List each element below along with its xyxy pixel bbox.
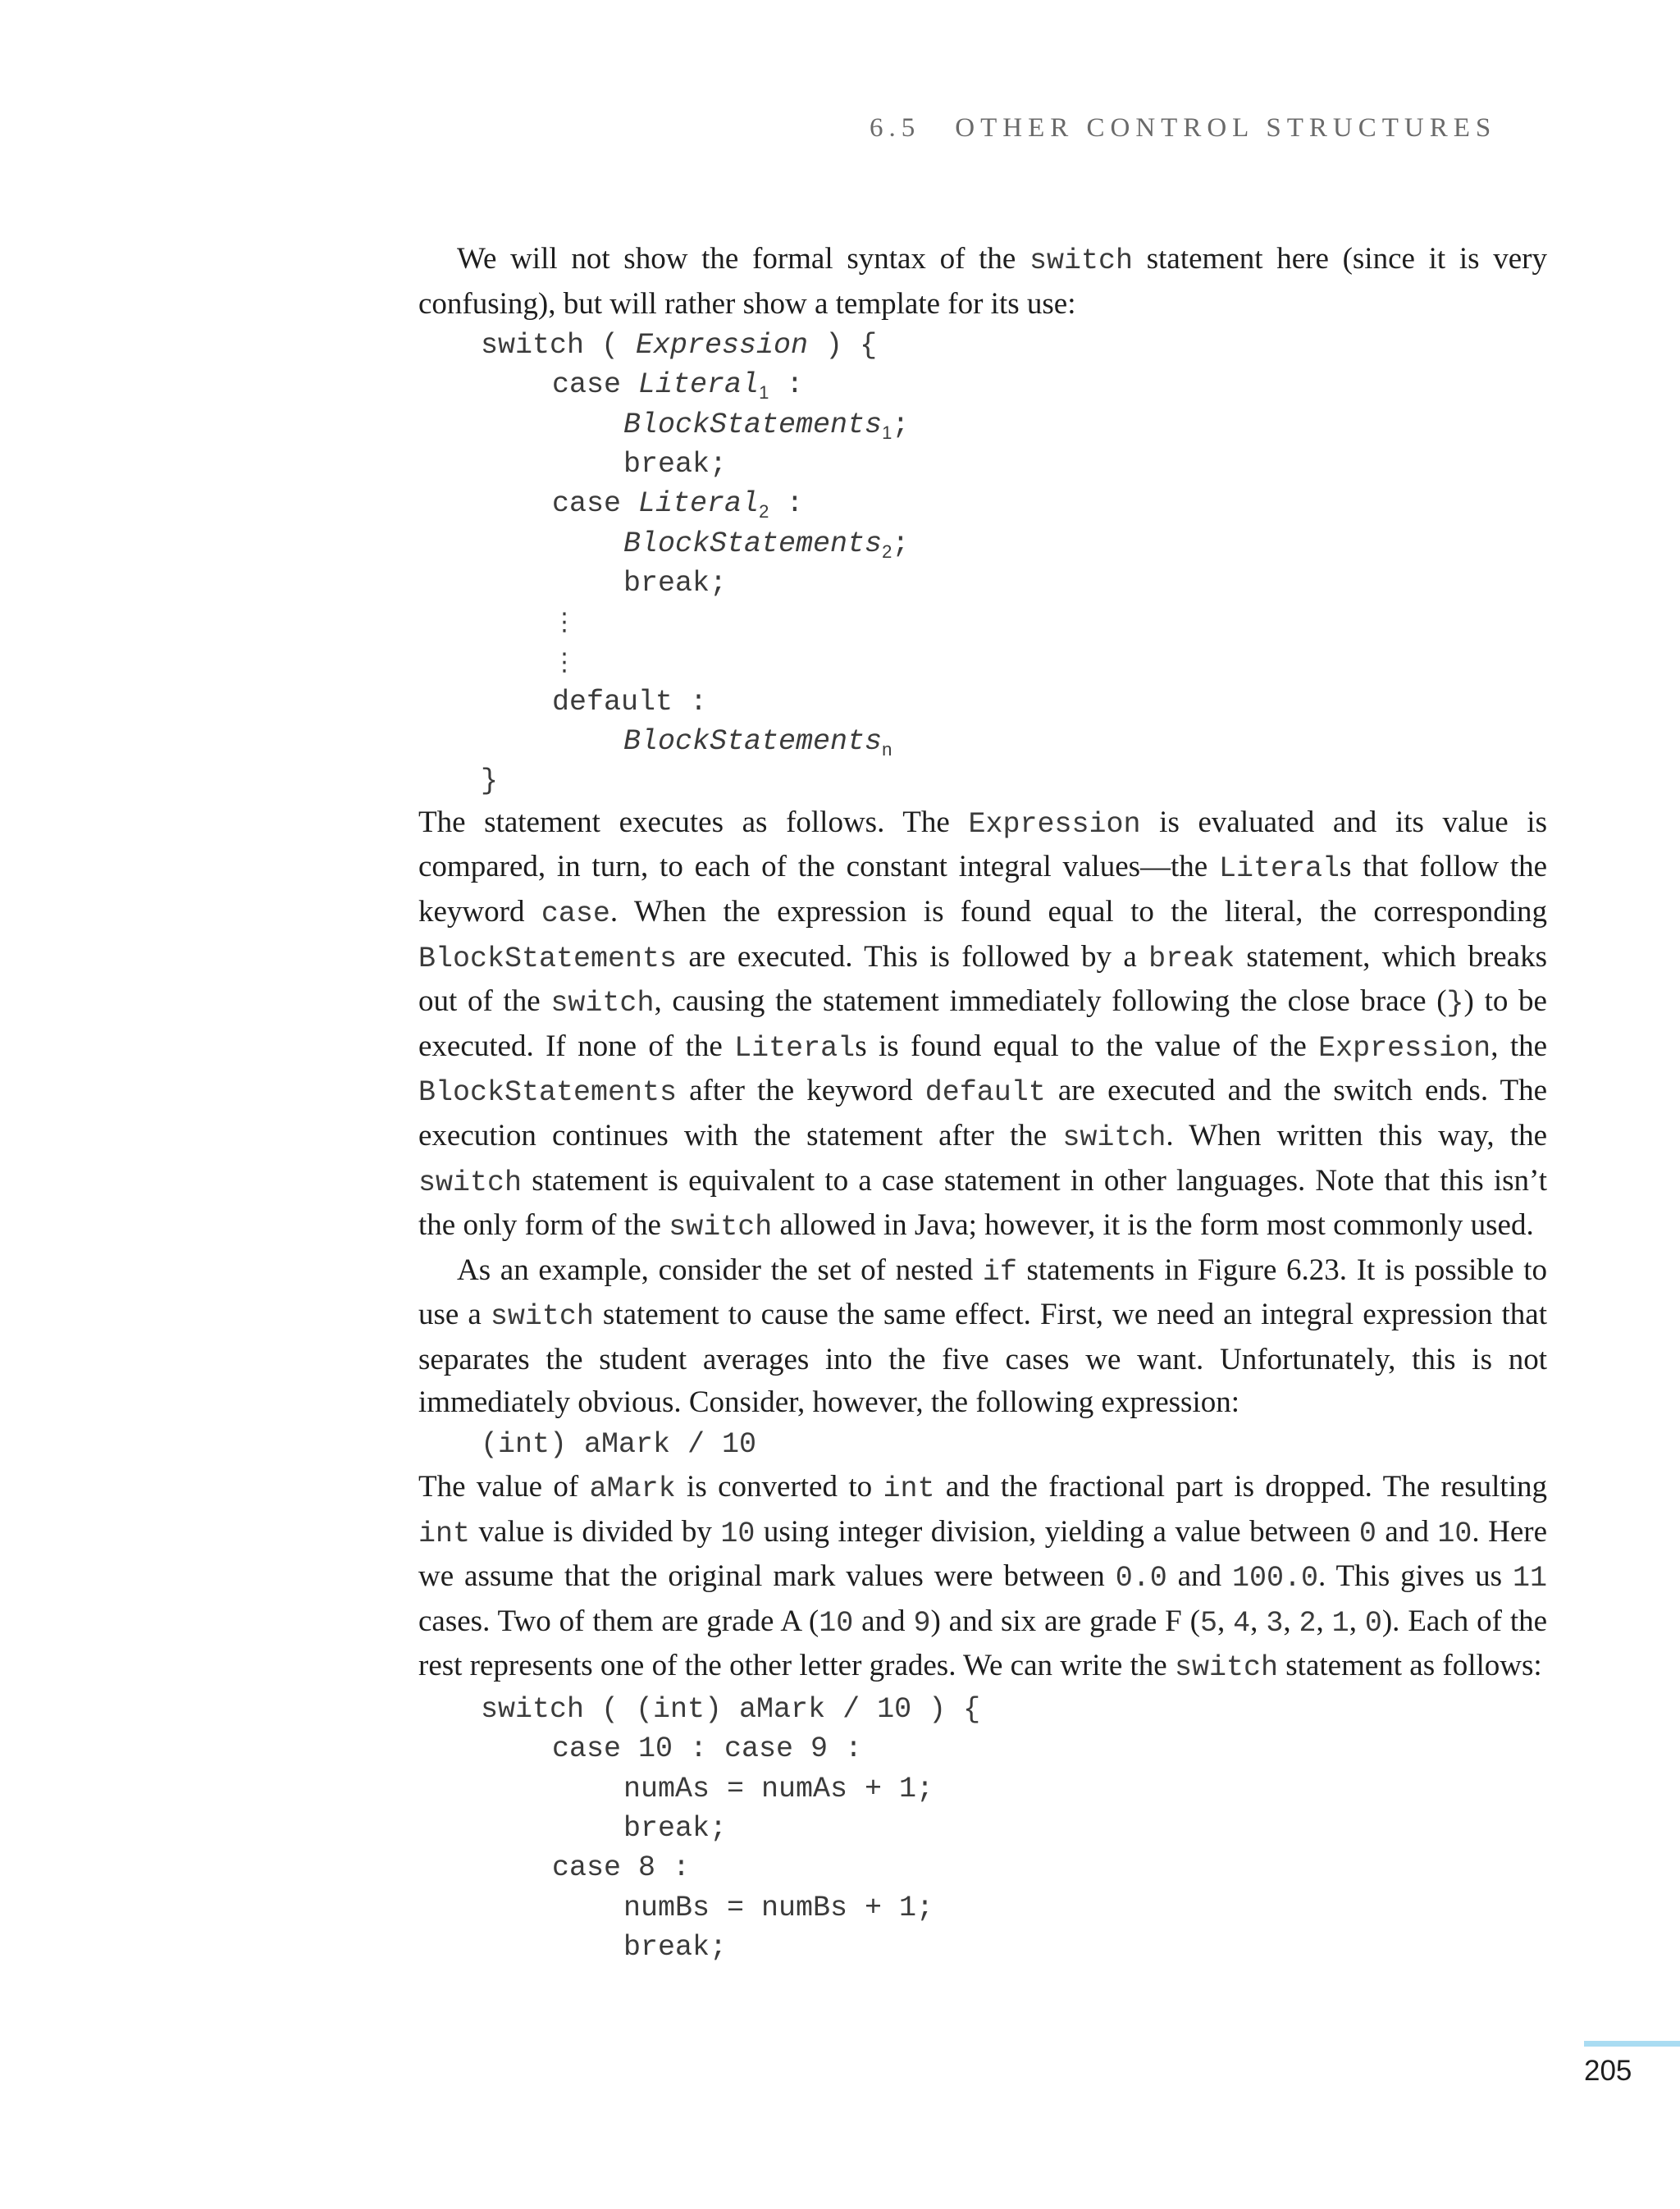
- text-span: Literal: [638, 368, 760, 402]
- text-span: ,: [1217, 1604, 1234, 1638]
- text-span: is converted to: [675, 1470, 883, 1504]
- inline-code: }: [1446, 987, 1464, 1020]
- text-span: ) {: [808, 329, 878, 363]
- text-span: ,: [1349, 1604, 1365, 1638]
- inline-code: 2: [1299, 1606, 1317, 1640]
- switch-example-code: [418, 1690, 1547, 1967]
- code-line: case 10 : case 9 :: [552, 1732, 863, 1766]
- inline-code: aMark: [589, 1472, 676, 1506]
- text-span: 1: [759, 382, 769, 404]
- text-span: and: [1166, 1559, 1232, 1594]
- code-line: break;: [623, 448, 728, 482]
- text-span: ,: [1283, 1604, 1299, 1638]
- inline-code: 10: [720, 1517, 756, 1550]
- code-line: switch ( (int) aMark / 10 ) {: [481, 1693, 981, 1727]
- page-body: [418, 238, 1547, 1967]
- text-span: value is divided by: [470, 1514, 721, 1549]
- text-span: are executed. This is followed by a: [677, 939, 1149, 974]
- inline-code: switch: [418, 1166, 523, 1199]
- text-span: switch (: [481, 329, 637, 363]
- text-span: statement to cause the same effect. First, we need an integral expression that separates the student averages into the five cases we want. Unfortunately, this is not immediately obvious. Consider, however, the following expression:: [418, 1298, 1547, 1420]
- inline-code: Literal: [734, 1031, 856, 1065]
- code-line: }: [481, 764, 499, 798]
- text-span: s is found equal to the value of the: [855, 1029, 1319, 1063]
- inline-code: if: [982, 1255, 1017, 1289]
- text-span: 2: [759, 501, 769, 523]
- text-span: using integer division, yielding a value between: [755, 1514, 1359, 1549]
- inline-code: switch: [669, 1211, 773, 1244]
- inline-code: BlockStatements: [418, 942, 678, 975]
- inline-code: 11: [1512, 1562, 1547, 1595]
- code-line: default :: [552, 685, 708, 719]
- text-span: . Here we assume that the original mark values were between: [418, 1514, 1547, 1594]
- vertical-ellipsis: ⋮: [552, 647, 577, 677]
- text-span: s that follow the keyword: [418, 850, 1548, 929]
- inline-code: 5: [1199, 1606, 1217, 1640]
- code-line: [418, 484, 1547, 523]
- text-span: case: [552, 487, 639, 521]
- text-span: BlockStatements: [623, 725, 883, 759]
- inline-code: Literal: [1219, 852, 1340, 886]
- text-span: BlockStatements: [623, 408, 883, 441]
- paragraph-conversion: [418, 1466, 1547, 1690]
- inline-code: switch: [1062, 1120, 1166, 1154]
- text-span: statement as follows:: [1278, 1649, 1542, 1683]
- code-line: break;: [623, 1930, 728, 1964]
- text-span: are executed and the switch ends. The execution continues with the statement after the: [418, 1074, 1547, 1152]
- inline-code: Expression: [968, 807, 1141, 841]
- code-line: numBs = numBs + 1;: [623, 1891, 934, 1924]
- text-span: ) to be executed. If none of the: [418, 984, 1547, 1063]
- text-span: after the keyword: [677, 1074, 925, 1108]
- paragraph-example: [418, 1249, 1547, 1425]
- folio-bar: [1584, 2041, 1680, 2047]
- inline-code: 10: [819, 1606, 854, 1640]
- text-span: 2: [882, 541, 892, 562]
- text-span: statements in Figure 6.23. It is possible to use a: [418, 1253, 1547, 1332]
- inline-code: switch: [550, 987, 655, 1020]
- text-span: cases. Two of them are grade A (: [418, 1604, 819, 1638]
- text-span: :: [769, 487, 804, 521]
- text-span: , the: [1491, 1029, 1548, 1063]
- inline-code: 0: [1358, 1517, 1376, 1550]
- inline-code: BlockStatements: [418, 1076, 678, 1110]
- text-span: n: [882, 739, 892, 760]
- text-span: statement is equivalent to a case statement in other languages. Note that this isn’t the only form of the: [418, 1163, 1547, 1243]
- paragraph-intro: [418, 238, 1547, 326]
- code-line: [418, 722, 1547, 761]
- text-span: , causing the statement immediately following the close brace (: [654, 984, 1447, 1019]
- text-span: As an example, consider the set of nested: [457, 1253, 983, 1287]
- text-span: statement here (since it is very confusing), but will rather show a template for its use:: [418, 242, 1547, 321]
- text-span: ). Each of the rest represents one of the other letter grades. We can write the: [418, 1604, 1548, 1683]
- inline-code: 0.0: [1115, 1562, 1167, 1595]
- text-span: (int) aMark / 10: [481, 1428, 757, 1462]
- text-span: BlockStatements: [623, 527, 883, 560]
- inline-code: default: [924, 1076, 1046, 1110]
- section-title: OTHER CONTROL STRUCTURES: [955, 113, 1497, 143]
- inline-code: switch: [490, 1300, 594, 1334]
- text-span: Expression: [636, 329, 809, 363]
- vertical-ellipsis: ⋮: [552, 608, 577, 637]
- text-span: and: [1376, 1514, 1438, 1549]
- text-span: ,: [1316, 1604, 1332, 1638]
- code-line: numAs = numAs + 1;: [623, 1772, 934, 1805]
- text-span: is evaluated and its value is compared, in turn, to each of the constant integral values—the: [418, 805, 1547, 884]
- text-span: ;: [892, 527, 910, 560]
- inline-code: int: [883, 1472, 935, 1506]
- text-span: case: [552, 368, 639, 402]
- text-span: 1: [882, 422, 892, 443]
- text-span: ;: [892, 408, 910, 441]
- section-number: 6.5: [870, 113, 921, 143]
- expression-code: [418, 1425, 1547, 1466]
- code-line: [418, 405, 1547, 445]
- code-line: [418, 365, 1547, 404]
- text-span: and the fractional part is dropped. The resulting: [934, 1470, 1547, 1504]
- text-span: We will not show the formal syntax of the: [457, 242, 1030, 276]
- inline-code: break: [1148, 942, 1235, 975]
- inline-code: int: [418, 1517, 471, 1550]
- inline-code: 3: [1266, 1606, 1284, 1640]
- page-number: 205: [1584, 2055, 1632, 2087]
- inline-code: Expression: [1318, 1031, 1491, 1065]
- text-span: and: [853, 1604, 914, 1638]
- paragraph-execution: [418, 801, 1547, 1249]
- inline-code: 0: [1364, 1606, 1382, 1640]
- inline-code: 4: [1233, 1606, 1251, 1640]
- running-head: [870, 113, 1496, 144]
- text-span: ) and six are grade F (: [930, 1604, 1200, 1638]
- text-span: ,: [1250, 1604, 1267, 1638]
- text-span: Literal: [638, 487, 760, 521]
- switch-template-code: [418, 326, 1547, 801]
- code-line: [418, 326, 1547, 365]
- text-span: The statement executes as follows. The: [418, 805, 969, 839]
- code-line: break;: [623, 1811, 728, 1845]
- inline-code: 9: [913, 1606, 931, 1640]
- inline-code: switch: [1029, 244, 1134, 277]
- inline-code: switch: [1174, 1651, 1279, 1685]
- inline-code: 10: [1437, 1517, 1472, 1550]
- text-span: allowed in Java; however, it is the form most commonly used.: [772, 1208, 1534, 1243]
- inline-code: 100.0: [1231, 1562, 1318, 1595]
- code-line: [418, 524, 1547, 564]
- text-span: . When written this way, the: [1166, 1118, 1547, 1152]
- text-span: :: [769, 368, 804, 402]
- inline-code: case: [541, 897, 610, 930]
- text-span: . This gives us: [1317, 1559, 1513, 1594]
- inline-code: 1: [1331, 1606, 1349, 1640]
- code-line: break;: [623, 566, 728, 600]
- text-span: . When the expression is found equal to the literal, the corresponding: [609, 894, 1547, 929]
- code-line: case 8 :: [552, 1851, 691, 1885]
- text-span: The value of: [418, 1470, 590, 1504]
- text-span: statement, which breaks out of the: [418, 939, 1548, 1019]
